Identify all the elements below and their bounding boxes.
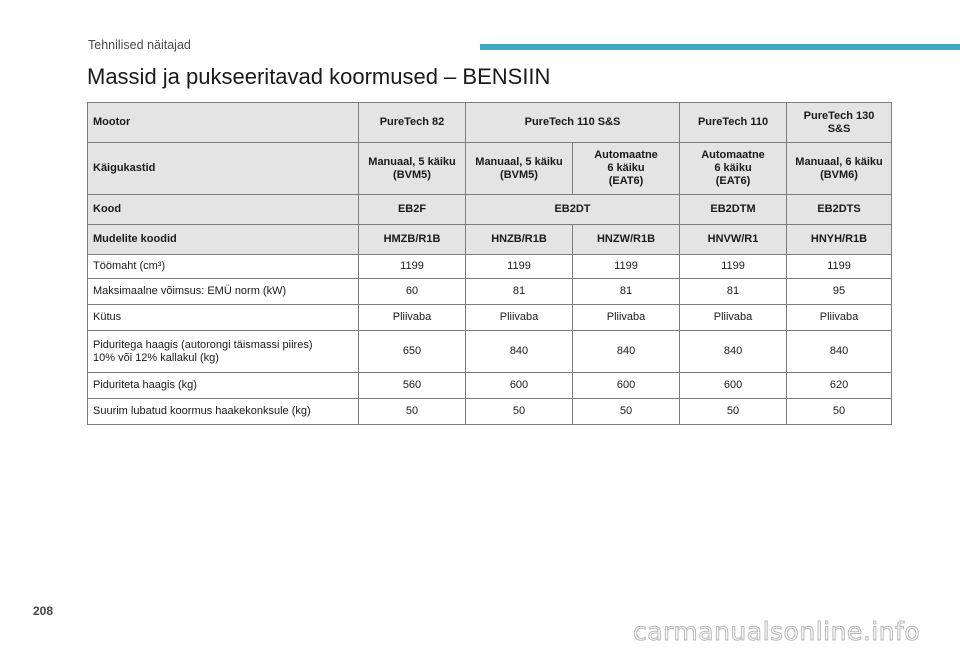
header-cell: Automaatne 6 käiku (EAT6) <box>573 143 680 195</box>
header-cell: HNYH/R1B <box>787 225 892 255</box>
header-cell: Manuaal, 5 käiku (BVM5) <box>359 143 466 195</box>
table-row <box>88 373 892 399</box>
table-cell: 560 <box>359 373 466 399</box>
table-cell: 600 <box>680 373 787 399</box>
header-cell: EB2F <box>359 195 466 225</box>
page-title: Massid ja pukseeritavad koormused – BENSIIN <box>87 64 551 89</box>
table-cell: 81 <box>680 279 787 305</box>
row-label: Mudelite koodid <box>88 225 359 255</box>
header-cell: HNZB/R1B <box>466 225 573 255</box>
row-label: Piduritega haagis (autorongi täismassi piires) 10% või 12% kallakul (kg) <box>88 331 359 373</box>
table-cell: Pliivaba <box>359 305 466 331</box>
table-header-row <box>88 195 892 225</box>
table-row <box>88 331 892 373</box>
table-row <box>88 399 892 425</box>
table-row <box>88 279 892 305</box>
header-accent-bar <box>480 44 960 50</box>
table-cell: Pliivaba <box>787 305 892 331</box>
header-cell: Manuaal, 5 käiku (BVM5) <box>466 143 573 195</box>
row-label: Mootor <box>88 103 359 143</box>
table-cell: 650 <box>359 331 466 373</box>
table-cell: 840 <box>787 331 892 373</box>
header-cell: EB2DTM <box>680 195 787 225</box>
row-label: Kood <box>88 195 359 225</box>
row-label: Käigukastid <box>88 143 359 195</box>
row-label: Töömaht (cm³) <box>88 255 359 279</box>
table-row <box>88 255 892 279</box>
table-cell: 81 <box>466 279 573 305</box>
row-label: Suurim lubatud koormus haakekonksule (kg) <box>88 399 359 425</box>
specs-table <box>87 102 892 425</box>
header-cell: Manuaal, 6 käiku (BVM6) <box>787 143 892 195</box>
table-cell: 840 <box>573 331 680 373</box>
table-cell: Pliivaba <box>466 305 573 331</box>
page-number: 208 <box>33 604 54 618</box>
table-cell: 1199 <box>680 255 787 279</box>
table-cell: 50 <box>573 399 680 425</box>
table-cell: 620 <box>787 373 892 399</box>
header-cell: EB2DT <box>466 195 680 225</box>
header-cell: PureTech 110 S&S <box>466 103 680 143</box>
table-cell: 95 <box>787 279 892 305</box>
table-cell: 840 <box>680 331 787 373</box>
table-cell: 600 <box>466 373 573 399</box>
header-cell: Automaatne 6 käiku (EAT6) <box>680 143 787 195</box>
table-cell: 50 <box>466 399 573 425</box>
table-header-row <box>88 103 892 143</box>
table-cell: 840 <box>466 331 573 373</box>
table-cell: 50 <box>359 399 466 425</box>
header-cell: HMZB/R1B <box>359 225 466 255</box>
table-row <box>88 305 892 331</box>
section-label: Tehnilised näitajad <box>88 38 191 52</box>
table-cell: 1199 <box>466 255 573 279</box>
row-label: Maksimaalne võimsus: EMÜ norm (kW) <box>88 279 359 305</box>
table-cell: 1199 <box>573 255 680 279</box>
header-cell: PureTech 82 <box>359 103 466 143</box>
table-cell: 60 <box>359 279 466 305</box>
table-cell: 600 <box>573 373 680 399</box>
table-cell: Pliivaba <box>573 305 680 331</box>
table-cell: 50 <box>680 399 787 425</box>
header-cell: PureTech 110 <box>680 103 787 143</box>
table-header-row <box>88 143 892 195</box>
row-label: Kütus <box>88 305 359 331</box>
watermark: carmanualsonline.info <box>633 617 921 646</box>
table-cell: 81 <box>573 279 680 305</box>
header-cell: EB2DTS <box>787 195 892 225</box>
table-cell: 1199 <box>787 255 892 279</box>
header-cell: HNVW/R1 <box>680 225 787 255</box>
table-cell: 1199 <box>359 255 466 279</box>
header-cell: PureTech 130 S&S <box>787 103 892 143</box>
header-cell: HNZW/R1B <box>573 225 680 255</box>
table-cell: Pliivaba <box>680 305 787 331</box>
table-header-row <box>88 225 892 255</box>
table-cell: 50 <box>787 399 892 425</box>
row-label: Piduriteta haagis (kg) <box>88 373 359 399</box>
